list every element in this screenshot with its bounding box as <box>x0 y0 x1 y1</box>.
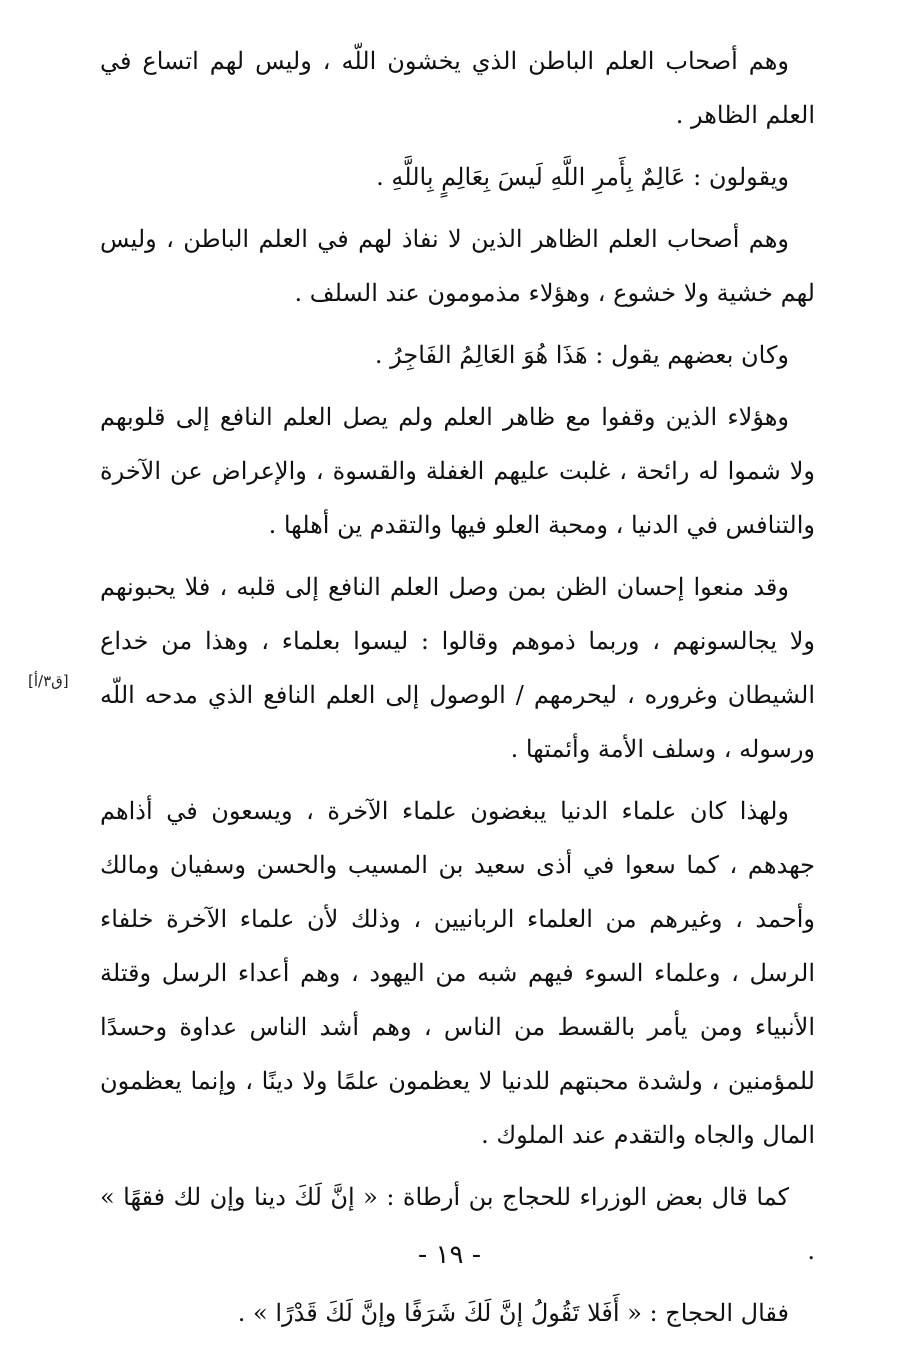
paragraph-7: ولهذا كان علماء الدنيا يبغضون علماء الآخرة ، ويسعون في أذاهم جهدهم ، كما سعوا في أذى سعيد بن المسيب والحسن وسفيان ومالك وأحمد ، وغيرهم من العلماء الربانيين ، وذلك لأن علماء الآخرة خلفاء الرسل ، وعلماء السوء فيهم شبه من اليهود ، وهم أعداء الرسل وقتلة الأنبياء ومن يأمر بالقسط من الناس ، وهم أشد الناس عداوة وحسدًا للمؤمنين ، ولشدة محبتهم للدنيا لا يعظمون علمًا ولا دينًا ، وإنما يعظمون المال والجاه والتقدم عند الملوك . <box>100 797 815 1149</box>
paragraph-9: فقال الحجاج : « أَفَلا تَقُولُ إنَّ لَكَ شَرَفًا وإنَّ لَكَ قَدْرًا » . <box>237 1299 789 1327</box>
paragraph-1: وهم أصحاب العلم الباطن الذي يخشون اللّه ، وليس لهم اتساع في العلم الظاهر . <box>100 47 815 129</box>
paragraph-5: وهؤلاء الذين وقفوا مع ظاهر العلم ولم يصل العلم النافع إلى قلوبهم ولا شموا له رائحة ، غلبت عليهم الغفلة والقسوة ، والإعراض عن الآخرة والتنافس في الدنيا ، ومحبة العلو فيها والتقدم ين أهلها . <box>100 403 815 539</box>
paragraph-8: كما قال بعض الوزراء للحجاج بن أرطاة : « إنَّ لَكَ دينا وإن لك فقهًا » . <box>100 1183 815 1265</box>
page-number: - ١٩ - <box>417 1240 482 1270</box>
paragraph-3: وهم أصحاب العلم الظاهر الذين لا نفاذ لهم في العلم الباطن ، وليس لهم خشية ولا خشوع ، وهؤلاء مذمومون عند السلف . <box>100 225 815 307</box>
paragraph-6: وقد منعوا إحسان الظن بمن وصل العلم النافع إلى قلبه ، فلا يحبونهم ولا يجالسونهم ، وربما ذموهم وقالوا : ليسوا بعلماء ، وهذا من خداع الشيطان وغروره ، ليحرمهم / الوصول إلى العلم النافع الذي مدحه اللّه ورسوله ، وسلف الأمة وأئمتها . <box>100 573 815 763</box>
body-text <box>100 34 815 1348</box>
paragraph-4: وكان بعضهم يقول : هَذَا هُوَ العَالِمُ الفَاجِرُ . <box>374 341 789 369</box>
manuscript-folio-note: [ق٣/أ] <box>28 672 69 690</box>
paragraph-2: ويقولون : عَالِمٌ بِأَمرِ اللَّهِ لَيسَ بِعَالِمٍ بِاللَّهِ . <box>376 163 789 191</box>
